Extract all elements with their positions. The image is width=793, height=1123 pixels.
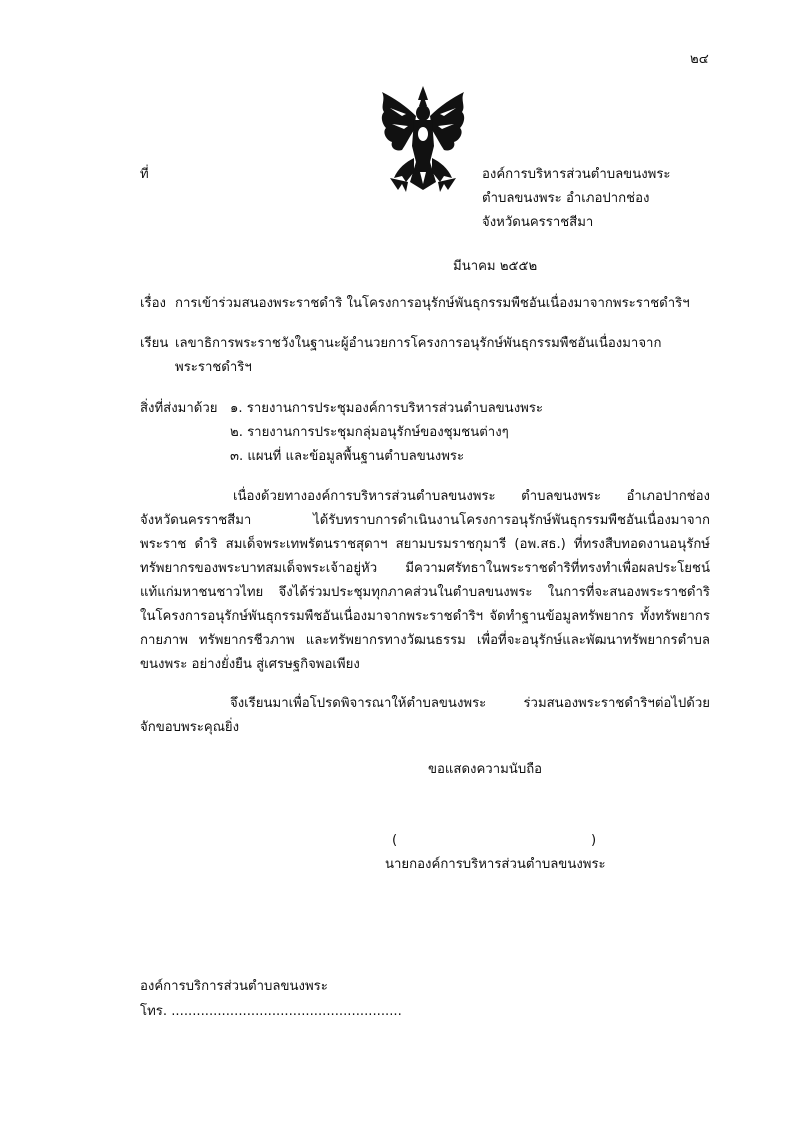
body-line: เนื่องด้วยทางองค์การบริหารส่วนตำบลขนงพระ ตำบลขนงพระ อำเภอปากช่อง bbox=[233, 489, 710, 504]
closing-line: จึงเรียนมาเพื่อโปรดพิจารณาให้ตำบลขนงพระ ร่วมสนองพระราชดำริฯต่อไปด้วย bbox=[230, 696, 710, 711]
body-line: พระราช ดำริ สมเด็จพระเทพรัตนราชสุดาฯ สยามบรมราชกุมารี (อพ.สธ.) ที่ทรงสืบทอดงานอนุรักษ์ bbox=[140, 537, 710, 552]
letter-date: มีนาคม ๒๕๕๒ bbox=[453, 259, 538, 274]
reference-label: ที่ bbox=[140, 167, 149, 182]
signature-title: นายกองค์การบริหารส่วนตำบลขนงพระ bbox=[385, 857, 606, 872]
body-line: ขนงพระ อย่างยั่งยืน สู่เศรษฐกิจพอเพียง bbox=[140, 657, 360, 672]
subject-text: การเข้าร่วมสนองพระราชดำริ ในโครงการอนุรักษ์พันธุกรรมพืชอันเนื่องมาจากพระราชดำริฯ bbox=[175, 296, 690, 311]
enclosure-item: ๒. รายงานการประชุมกลุ่มอนุรักษ์ของชุมชนต่างๆ bbox=[230, 425, 509, 440]
page-number: ๒๔ bbox=[690, 52, 709, 67]
signature-close-paren: ) bbox=[591, 833, 597, 848]
enclosures-label: สิ่งที่ส่งมาด้วย bbox=[140, 401, 218, 416]
address-line: องค์การบริหารส่วนตำบลขนงพระ bbox=[482, 167, 671, 182]
recipient-label: เรียน bbox=[140, 336, 169, 351]
subject-label: เรื่อง bbox=[140, 296, 166, 311]
body-line: กายภาพ ทรัพยากรชีวภาพ และทรัพยากรทางวัฒนธรรม เพื่อที่จะอนุรักษ์และพัฒนาทรัพยากรตำบล bbox=[140, 633, 710, 648]
recipient-line: เลขาธิการพระราชวังในฐานะผู้อำนวยการโครงการอนุรักษ์พันธุกรรมพืชอันเนื่องมาจาก bbox=[175, 336, 662, 351]
enclosure-item: ๑. รายงานการประชุมองค์การบริหารส่วนตำบลขนงพระ bbox=[230, 401, 543, 416]
body-line: จังหวัดนครราชสีมา ได้รับทราบการดำเนินงานโครงการอนุรักษ์พันธุกรรมพืชอันเนื่องมาจาก bbox=[140, 513, 710, 528]
recipient-line: พระราชดำริฯ bbox=[175, 360, 252, 375]
body-line: ทรัพยากรของพระบาทสมเด็จพระเจ้าอยู่หัว มีความศรัทธาในพระราชดำริที่ทรงทำเพื่อผลประโยชน์ bbox=[140, 561, 710, 576]
closing-line: จักขอบพระคุณยิ่ง bbox=[140, 720, 240, 735]
body-line: ในโครงการอนุรักษ์พันธุกรรมพืชอันเนื่องมาจากพระราชดำริฯ จัดทำฐานข้อมูลทรัพยากร ทั้งทรัพยากร bbox=[140, 609, 710, 624]
garuda-emblem-icon bbox=[376, 86, 470, 194]
complimentary-close: ขอแสดงความนับถือ bbox=[428, 762, 543, 777]
enclosure-item: ๓. แผนที่ และข้อมูลพื้นฐานตำบลขนงพระ bbox=[230, 449, 465, 464]
footer-phone: โทร. ....................................................... bbox=[140, 1004, 402, 1019]
address-line: จังหวัดนครราชสีมา bbox=[482, 215, 594, 230]
footer-org: องค์การบริการส่วนตำบลขนงพระ bbox=[140, 979, 328, 994]
signature-open-paren: ( bbox=[392, 833, 398, 848]
address-line: ตำบลขนงพระ อำเภอปากช่อง bbox=[482, 191, 650, 206]
body-line: แท้แก่มหาชนชาวไทย จึงได้ร่วมประชุมทุกภาคส่วนในตำบลขนงพระ ในการที่จะสนองพระราชดำริ bbox=[140, 585, 710, 600]
